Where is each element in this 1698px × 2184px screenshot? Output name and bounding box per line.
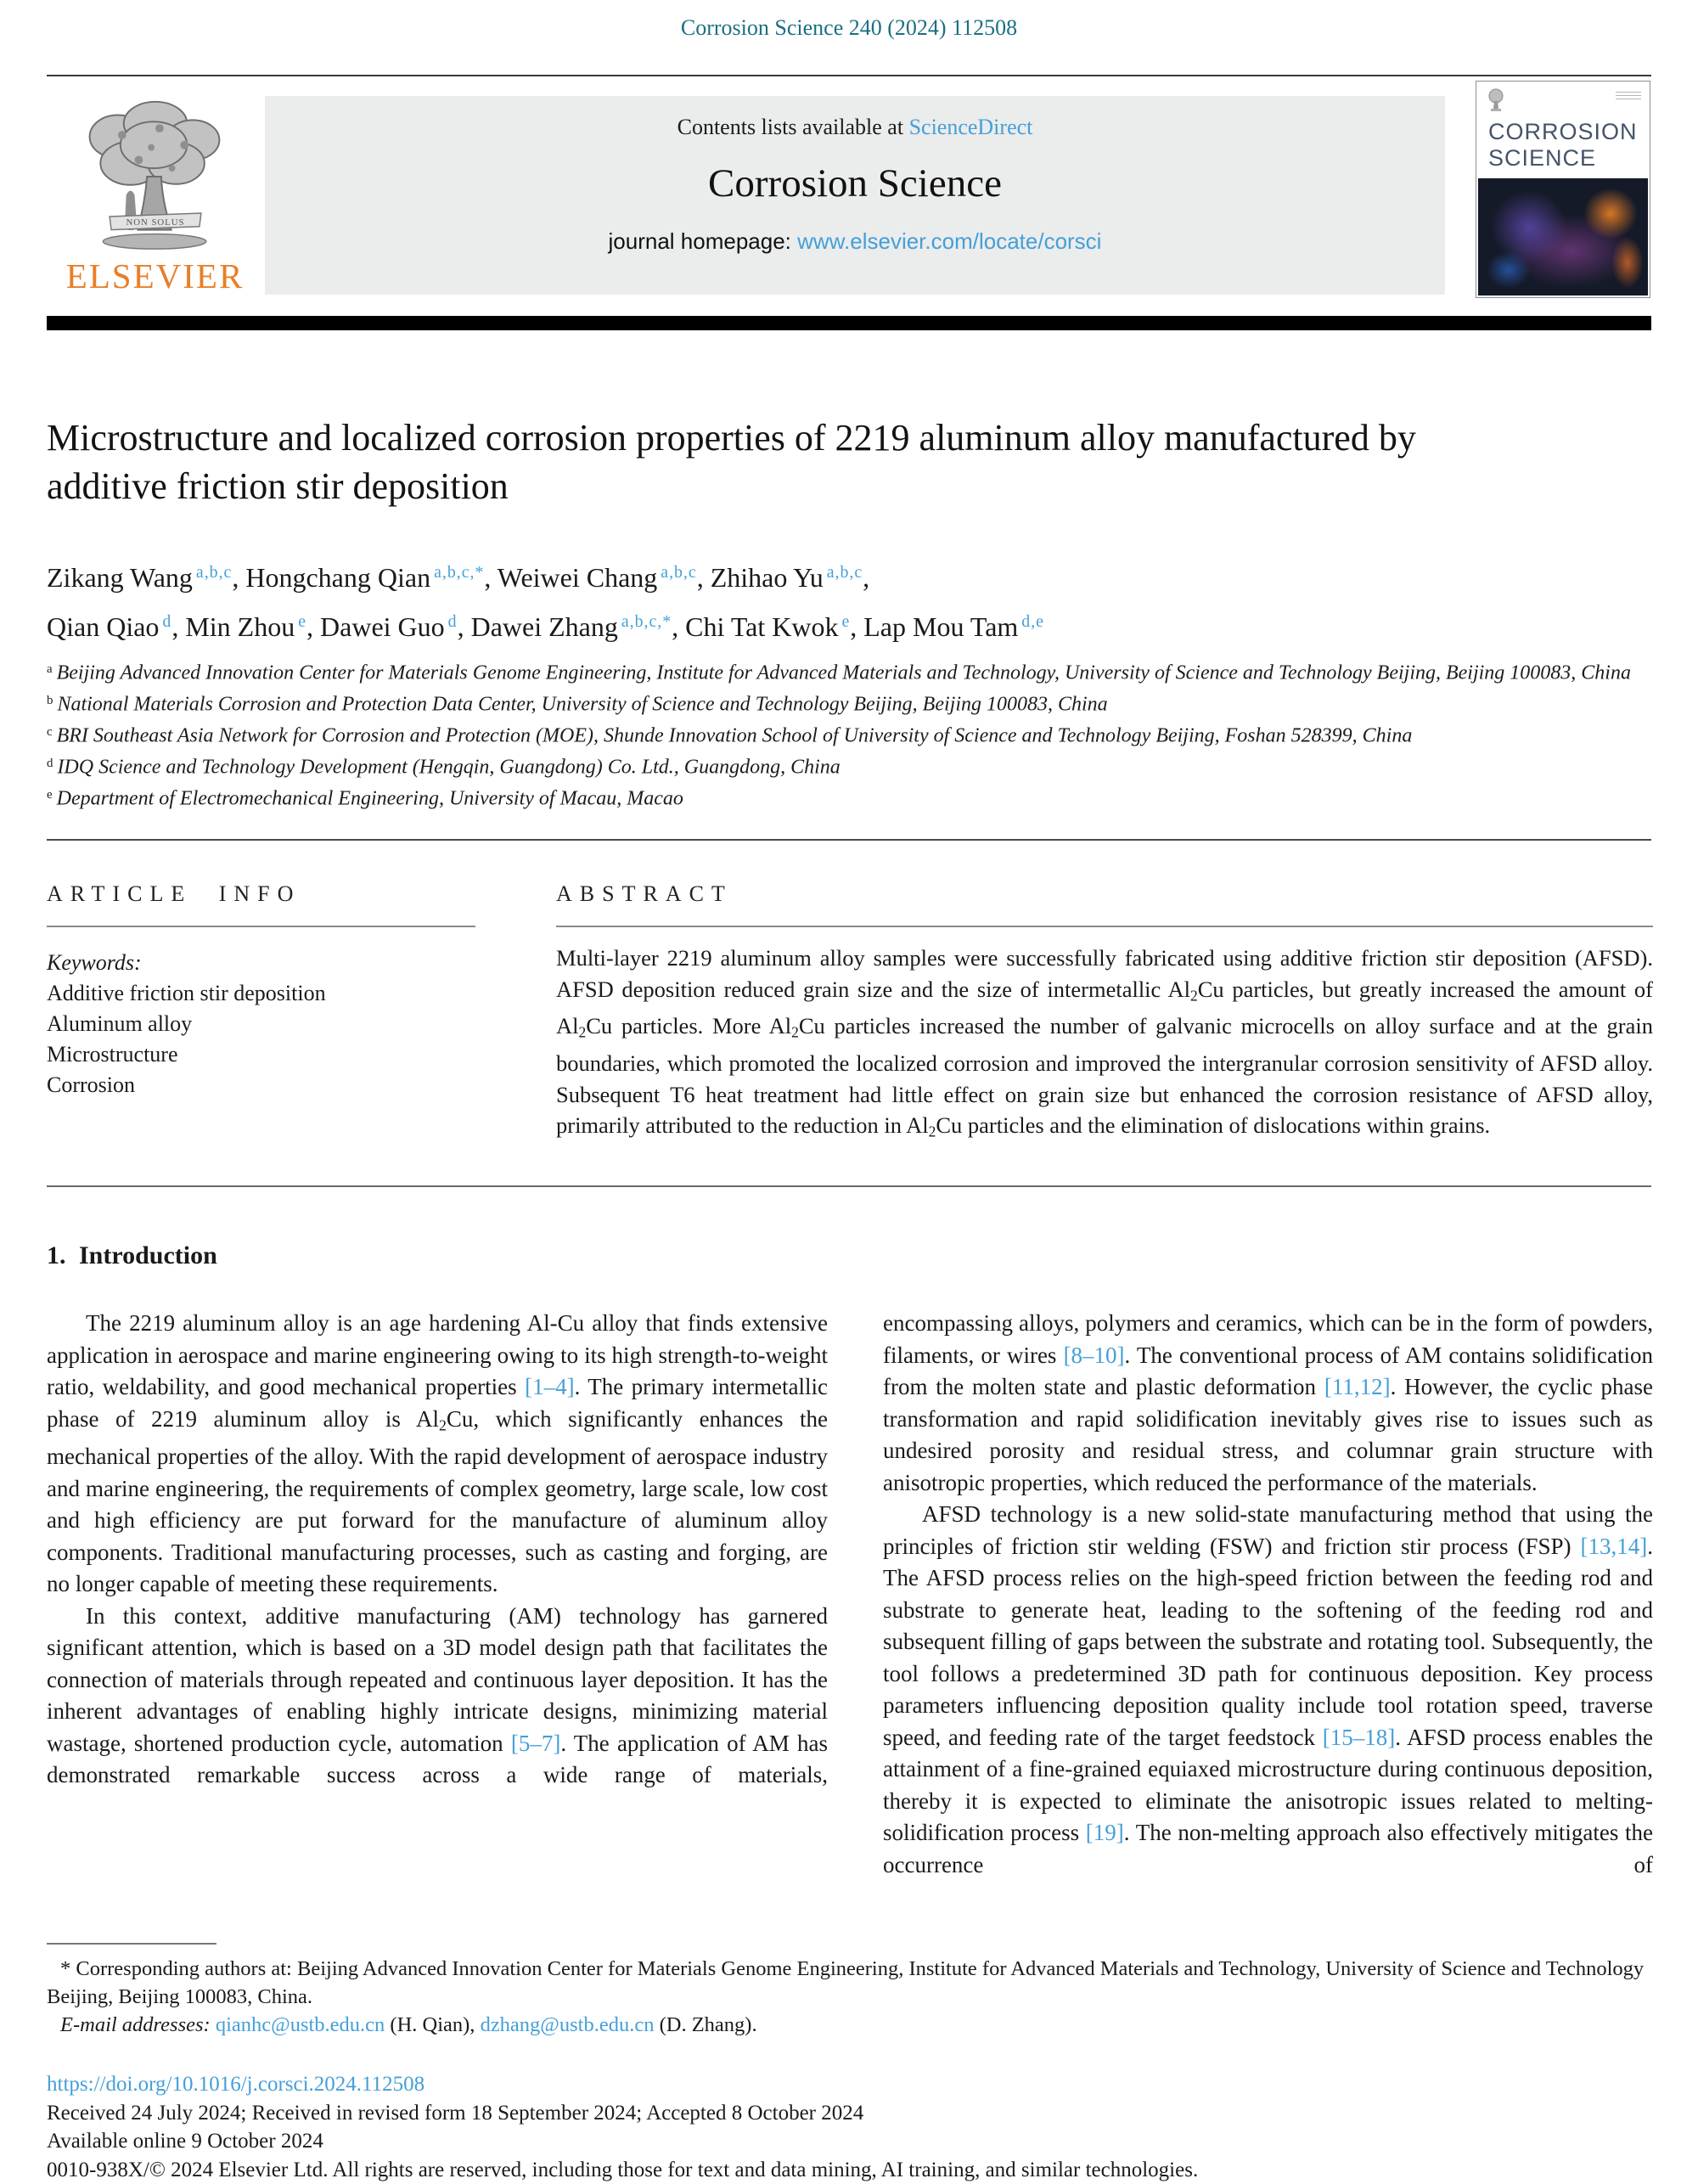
- affiliations-list: [47, 656, 1634, 813]
- abstract-heading: ABSTRACT: [556, 881, 1653, 907]
- citation-ref-11-12[interactable]: [11,12]: [1324, 1374, 1391, 1399]
- citation-ref-19[interactable]: [19]: [1086, 1820, 1124, 1845]
- journal-cover-thumbnail: [1476, 81, 1650, 298]
- cover-title-line1: CORROSION: [1488, 119, 1638, 145]
- citation-ref-15-18[interactable]: [15–18]: [1323, 1725, 1395, 1750]
- sciencedirect-link[interactable]: ScienceDirect: [909, 115, 1033, 139]
- affiliation-sup: a: [47, 662, 53, 676]
- affiliation-text: BRI Southeast Asia Network for Corrosion and Protection (MOE), Shunde Innovation School of University of Science and Technology Beijing, Foshan 528399, China: [57, 724, 1413, 746]
- homepage-label: journal homepage:: [609, 228, 798, 254]
- cover-fineprint: [1616, 92, 1641, 102]
- keyword-item: Additive friction stir deposition: [47, 978, 475, 1009]
- abstract-rule: [556, 926, 1653, 927]
- article-title: Microstructure and localized corrosion properties of 2219 aluminum alloy manufactured by additive friction stir deposition: [47, 414, 1490, 510]
- affiliation-e: [47, 781, 1634, 813]
- article-info-rule: [47, 926, 475, 927]
- doi-link[interactable]: https://doi.org/10.1016/j.corsci.2024.112508: [47, 2070, 1651, 2099]
- top-rule: [47, 75, 1651, 76]
- imprint-block: [47, 2070, 1651, 2184]
- masthead-box: [265, 96, 1445, 295]
- affiliation-text: IDQ Science and Technology Development (Hengqin, Guangdong) Co. Ltd., Guangdong, China: [57, 756, 840, 778]
- abstract-section: [556, 881, 1653, 1147]
- article-info-section: [47, 881, 475, 1100]
- keyword-item: Microstructure: [47, 1039, 475, 1070]
- intro-paragraph-4: AFSD technology is a new solid-state manufacturing method that using the principles of friction stir welding (FSW) and friction stir process (FSP) [13,14]. The AFSD process relies on the high-speed friction between the feeding rod and substrate to generate heat, leading to the softening of the feeding rod and subsequent filling of gaps between the substrate and rotating tool. Subsequently, the tool follows a predetermined 3D path for continuous deposition. Key process parameters influencing deposition quality include tool rotation speed, traverse speed, and feeding rate of the target feedstock [15–18]. AFSD process enables the attainment of a fine-grained equiaxed microstructure during continuous deposition, thereby it is expected to eliminate the anisotropic issues related to melting-solidification process [19]. The non-melting approach also effectively mitigates the occurrence of: [883, 1499, 1653, 1881]
- body-column-right: [883, 1308, 1653, 1881]
- affiliation-text: Department of Electromechanical Engineering, University of Macau, Macao: [57, 787, 683, 809]
- affiliation-sup: e: [47, 788, 53, 802]
- body-column-left: [47, 1308, 828, 1792]
- elsevier-tree-icon: [58, 93, 253, 256]
- authors-line-1: Zikang Wang $^{a,b,c}$, Hongchang Qian $^{a,b,c,*}$, Weiwei Chang $^{a,b,c}$, Zhihao Yu $^{a,b,c}$,: [47, 550, 1643, 599]
- keywords-label: Keywords:: [47, 948, 475, 978]
- citation-ref-8-10[interactable]: [8–10]: [1064, 1342, 1125, 1368]
- email-addresses-line: E-mail addresses: qianhc@ustb.edu.cn (H. Qian), dzhang@ustb.edu.cn (D. Zhang).: [47, 2011, 1651, 2039]
- received-dates-line: Received 24 July 2024; Received in revised form 18 September 2024; Accepted 8 October 2024: [47, 2099, 1651, 2128]
- affiliation-text: National Materials Corrosion and Protection Data Center, University of Science and Technology Beijing, Beijing 100083, China: [57, 693, 1107, 715]
- section-rule-top: [47, 839, 1651, 841]
- elsevier-wordmark: ELSEVIER: [47, 256, 263, 296]
- logo-motto: NON SOLUS: [126, 217, 184, 228]
- copyright-line: 0010-938X/© 2024 Elsevier Ltd. All rights are reserved, including those for text and data mining, AI training, and similar technologies.: [47, 2156, 1651, 2184]
- introduction-heading: 1. Introduction: [47, 1241, 217, 1270]
- corresponding-authors-note: * Corresponding authors at: Beijing Advanced Innovation Center for Materials Genome Engineering, Institute for Advanced Materials and Technology, University of Science and Technology Beijing, Beijing 100083, China.: [47, 1955, 1651, 2011]
- affiliation-d: [47, 750, 1634, 781]
- affiliation-sup: d: [47, 757, 53, 770]
- elsevier-logo: [47, 93, 263, 296]
- affiliation-text: Beijing Advanced Innovation Center for Materials Genome Engineering, Institute for Advanced Materials and Technology, University of Science and Technology Beijing, Beijing 100083, China: [57, 661, 1631, 684]
- affiliation-b: [47, 687, 1634, 718]
- affiliation-c: [47, 718, 1634, 750]
- affiliation-sup: c: [47, 725, 53, 739]
- keyword-item: Corrosion: [47, 1070, 475, 1100]
- affiliation-sup: b: [47, 694, 53, 707]
- cover-journal-title: [1488, 119, 1638, 172]
- journal-name: Corrosion Science: [265, 160, 1445, 206]
- journal-homepage-link[interactable]: www.elsevier.com/locate/corsci: [797, 228, 1101, 254]
- email-link-qianhc[interactable]: qianhc@ustb.edu.cn: [216, 2013, 385, 2036]
- author-list: [47, 550, 1643, 649]
- journal-citation: Corrosion Science 240 (2024) 112508: [0, 15, 1698, 41]
- homepage-line: [265, 228, 1445, 255]
- cover-elsevier-mini-logo-icon: [1487, 88, 1505, 114]
- keyword-item: Aluminum alloy: [47, 1009, 475, 1039]
- affiliation-a: [47, 656, 1634, 687]
- intro-paragraph-3: encompassing alloys, polymers and ceramics, which can be in the form of powders, filaments, or wires [8–10]. The conventional process of AM contains solidification from the molten state and plastic deformation [11,12]. However, the cyclic phase transformation and rapid solidification inevitably gives rise to issues such as undesired porosity and residual stress, and columnar grain structure with anisotropic properties, which reduced the performance of the materials.: [883, 1308, 1653, 1499]
- footnote-block: [47, 1943, 1651, 2039]
- contents-line: [265, 96, 1445, 140]
- authors-line-2: Qian Qiao $^d$, Min Zhou $^e$, Dawei Guo $^d$, Dawei Zhang $^{a,b,c,*}$, Chi Tat Kwok $^e$, Lap Mou Tam $^{d,e}$: [47, 599, 1643, 649]
- intro-paragraph-2: In this context, additive manufacturing (AM) technology has garnered significant attention, which is based on a 3D model design path that facilitates the connection of materials through repeated and continuous layer deposition. It has the inherent advantages of enabling highly intricate designs, minimizing material wastage, shortened production cycle, automation [5–7]. The application of AM has demonstrated remarkable success across a wide range of materials,: [47, 1601, 828, 1792]
- intro-paragraph-1: The 2219 aluminum alloy is an age hardening Al-Cu alloy that finds extensive application in aerospace and marine engineering owing to its high strength-to-weight ratio, weldability, and good mechanical properties [1–4]. The primary intermetallic phase of 2219 aluminum alloy is $Al_2Cu$, which significantly enhances the mechanical properties of the alloy. With the rapid development of aerospace industry and marine engineering, the requirements of complex geometry, large scale, low cost and high efficiency are put forward for the manufacture of aluminum alloy components. Traditional manufacturing processes, such as casting and forging, are no longer capable of meeting these requirements.: [47, 1308, 828, 1601]
- article-info-heading: ARTICLE INFO: [47, 881, 475, 907]
- contents-prefix: Contents lists available at: [678, 115, 909, 139]
- section-rule-bottom: [47, 1185, 1651, 1187]
- cover-title-line2: SCIENCE: [1488, 145, 1638, 172]
- abstract-text: Multi-layer 2219 aluminum alloy samples were successfully fabricated using additive friction stir deposition (AFSD). AFSD deposition reduced grain size and the size of intermetallic $Al_2Cu$ particles, but greatly increased the amount of $Al_2Cu$ particles. More $Al_2Cu$ particles increased the number of galvanic microcells on alloy surface and at the grain boundaries, which promoted the localized corrosion and improved the intergranular corrosion sensitivity of AFSD alloy. Subsequent T6 heat treatment had little effect on grain size but enhanced the corrosion resistance of AFSD alloy, primarily attributed to the reduction in $Al_2Cu$ particles and the elimination of dislocations within grains.: [556, 943, 1653, 1147]
- citation-ref-13-14[interactable]: [13,14]: [1581, 1534, 1648, 1559]
- header-divider-bar: [47, 316, 1651, 330]
- available-online-line: Available online 9 October 2024: [47, 2127, 1651, 2156]
- citation-ref-5-7[interactable]: [5–7]: [511, 1731, 560, 1756]
- footnote-rule: [47, 1943, 216, 1945]
- cover-artwork: [1478, 178, 1648, 296]
- citation-ref-1-4[interactable]: [1–4]: [525, 1374, 574, 1399]
- email-link-dzhang[interactable]: dzhang@ustb.edu.cn: [481, 2013, 655, 2036]
